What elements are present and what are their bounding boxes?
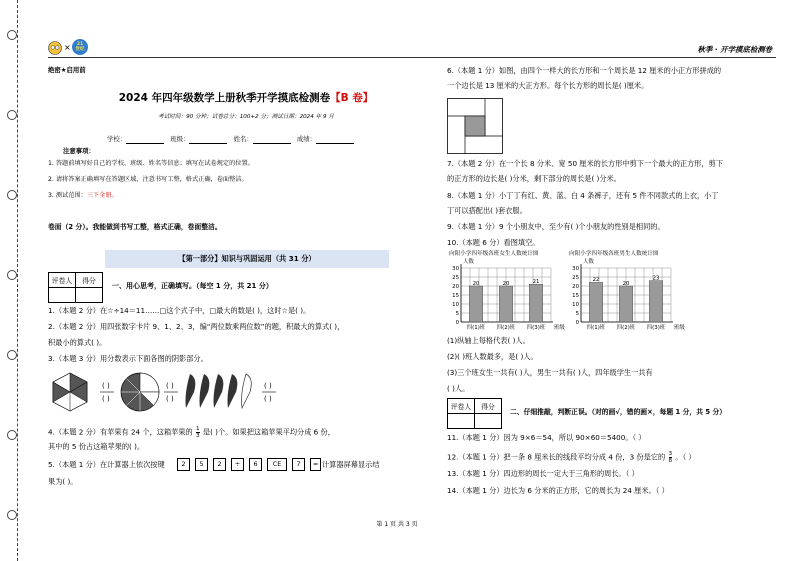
score-box-label: 评卷人 xyxy=(448,399,475,414)
score-box-label: 得分 xyxy=(475,399,502,414)
y-axis-label: 人数 xyxy=(463,259,474,265)
partner-logo: 21 世纪 xyxy=(72,39,88,55)
score-box-label: 得分 xyxy=(76,273,103,288)
score-box-cell[interactable] xyxy=(475,414,502,429)
calc-key: 6 xyxy=(249,458,262,471)
bar xyxy=(619,286,633,322)
question-5-end: 果为( )。 xyxy=(48,477,78,486)
question-10-2: (2)( )班人数最多，是( )人。 xyxy=(447,352,538,361)
fraction-blank xyxy=(262,382,276,403)
y-tick-label: 5 xyxy=(575,311,579,317)
question-2-cont: 积最小的算式( )。 xyxy=(48,338,107,347)
score-box-cell[interactable] xyxy=(76,288,103,303)
y-tick-label: 0 xyxy=(455,320,459,326)
data-label: 22 xyxy=(592,277,600,284)
svg-text:( ): ( ) xyxy=(264,395,272,403)
x-tick-label: 四(3)班 xyxy=(646,325,666,331)
x-tick-label: 四(1)班 xyxy=(586,325,606,331)
neatness-line: 卷面（2 分）。我能做到书写工整，格式正确，卷面整洁。 xyxy=(48,223,222,231)
exam-title: 2024 年四年级数学上册秋季开学摸底检测卷【B 卷】 xyxy=(118,92,374,104)
binding-hole xyxy=(7,430,17,440)
question-8: 8.（本题 1 分）小丁丁有红、黄、蓝、白 4 条裤子，还有 5 件不同款式的上衣，小丁 xyxy=(447,191,719,200)
question-13: 13.（本题 1 分）四边形的周长一定大于三角形的周长。（ ） xyxy=(447,469,639,478)
y-tick-label: 25 xyxy=(572,275,579,281)
q6-square-figure xyxy=(447,98,503,154)
question-10-1: (1)纵轴上每格代表( )人。 xyxy=(447,336,530,345)
question-4-cont: 其中的 5 份占这箱苹果的( )。 xyxy=(48,442,145,451)
y-tick-label: 20 xyxy=(452,284,459,290)
chart-svg xyxy=(567,248,689,334)
data-label: 20 xyxy=(622,280,630,287)
bar-chart-girls xyxy=(447,248,569,334)
bar xyxy=(589,282,603,322)
note-item: 3. 测试范围：三下全册。 xyxy=(48,192,118,199)
fraction-blank xyxy=(100,382,114,403)
question-10-3: (3)三个班女生一共有( )人，男生一共有( )人，四年级学生一共有 xyxy=(447,368,653,377)
svg-text:( ): ( ) xyxy=(102,382,110,390)
section-heading: 一、用心思考，正确填写。（每空 1 分，共 21 分） xyxy=(112,282,273,290)
bar xyxy=(649,281,663,322)
y-tick-label: 10 xyxy=(452,302,459,308)
binding-hole xyxy=(7,110,17,120)
chart-title: 向阳小学四年级各班男生人数统计图 xyxy=(569,251,659,257)
calc-key: CE xyxy=(267,458,287,471)
confidential-label: 绝密★启用前 xyxy=(48,66,86,74)
note-item: 2. 请将答案正确填写在答题区域，注意书写工整，格式正确，卷面整洁。 xyxy=(48,176,248,183)
question-11: 11.（本题 1 分）因为 9×6＝54，所以 90×60＝5400。（ ） xyxy=(447,433,646,442)
exam-meta: 考试时间：90 分钟；试卷总分：100+2 分；测试日期：2024 年 9 月 xyxy=(158,114,334,120)
y-tick-label: 20 xyxy=(572,284,579,290)
binding-hole xyxy=(7,350,17,360)
data-label: 20 xyxy=(502,280,510,287)
y-axis-label: 人数 xyxy=(583,259,594,265)
calc-key: 7 xyxy=(292,458,305,471)
fraction-blank xyxy=(164,382,178,403)
binding-hole xyxy=(7,30,17,40)
question-4: 4.（本题 2 分）有苹果有 24 个，这箱苹果的 $\frac{1}{3}$ 是( )个。如果把这箱苹果平均分成 6 份， xyxy=(48,426,335,439)
score-box-cell[interactable] xyxy=(448,414,475,429)
question-6-cont: 一个边长是 13 厘米的大正方形。每个长方形的周长是( )厘米。 xyxy=(447,81,649,90)
question-5: 5.（本题 1 分）在计算器上依次按键 xyxy=(48,460,165,469)
question-10: 10.（本题 6 分）看图填空。 xyxy=(447,238,540,247)
score-box xyxy=(48,272,103,303)
x-tick-label: 四(2)班 xyxy=(616,325,636,331)
binding-hole xyxy=(7,510,17,520)
question-10-3-cont: ( )人。 xyxy=(447,384,470,393)
x-axis-label: 班级 xyxy=(674,325,685,331)
x-axis-label: 班级 xyxy=(554,325,565,331)
question-1: 1.（本题 2 分）在☆÷14＝11……□这个式子中，□最大的数是( )，这时☆是( )。 xyxy=(48,306,311,315)
binding-hole xyxy=(7,190,17,200)
question-12: 12.（本题 1 分）把一条 8 厘米长的线段平均分成 4 份，3 份是它的 $\frac{3}{8}$ 。（ ） xyxy=(447,451,696,464)
page-footer: 第 1 页 共 3 页 xyxy=(376,521,418,528)
svg-text:( ): ( ) xyxy=(102,395,110,403)
bar xyxy=(469,286,483,322)
brand-logo xyxy=(48,40,62,54)
question-9: 9.（本题 1 分）9 个小朋友中，至少有( )个小朋友的性别是相同的。 xyxy=(447,222,665,231)
calc-key: 2 xyxy=(213,458,226,471)
x-tick-label: 四(3)班 xyxy=(526,325,546,331)
binding-margin xyxy=(5,0,18,561)
question-6: 6.（本题 1 分）如图，由四个一样大的长方形和一个周长是 12 厘米的小正方形拼成的 xyxy=(447,66,722,75)
svg-text:( ): ( ) xyxy=(166,382,174,390)
q3-figures xyxy=(52,372,317,412)
data-label: 21 xyxy=(532,279,540,285)
question-7: 7.（本题 2 分）在一个长 8 分米、宽 50 厘米的长方形中剪下一个最大的正方形，剪下 xyxy=(447,159,724,168)
y-tick-label: 15 xyxy=(452,293,459,299)
info-fields: 学校： 班级： 姓名： 成绩： xyxy=(107,135,354,144)
calc-key: = xyxy=(310,458,321,471)
y-tick-label: 25 xyxy=(452,275,459,281)
question-2: 2.（本题 2 分）用四张数字卡片 9、1、2、3，编“两位数乘两位数”的题，积最大的算式( )， xyxy=(48,322,345,331)
question-8-cont: 丁可以搭配出( )套衣服。 xyxy=(447,206,527,215)
x-tick-label: 四(1)班 xyxy=(466,325,486,331)
notes-title: 注意事项： xyxy=(63,147,95,155)
bar-chart-boys xyxy=(567,248,689,334)
question-14: 14.（本题 1 分）边长为 6 分米的正方形，它的周长为 24 厘米。（ ） xyxy=(447,486,669,495)
note-item: 1. 答题前填写好自己的学校、班级、姓名等信息；填写在试卷规定的位置。 xyxy=(48,160,254,167)
section-heading: 二、仔细推敲，判断正误。（对的画√，错的画×，每题 1 分，共 5 分） xyxy=(510,408,727,416)
score-box-label: 评卷人 xyxy=(49,273,76,288)
calc-key: ÷ xyxy=(231,458,244,471)
y-tick-label: 15 xyxy=(572,293,579,299)
part-banner: 【第一部分】知识与巩固运用（共 31 分） xyxy=(105,250,389,268)
binding-hole xyxy=(7,270,17,280)
data-label: 20 xyxy=(472,280,480,287)
y-tick-label: 10 xyxy=(572,302,579,308)
bar xyxy=(529,284,543,322)
bar xyxy=(499,286,513,322)
y-tick-label: 30 xyxy=(452,266,459,272)
cross-icon: × xyxy=(64,43,71,52)
x-tick-label: 四(2)班 xyxy=(496,325,516,331)
hexagon-figure xyxy=(53,373,87,411)
carrot-figure xyxy=(186,374,252,408)
svg-text:( ): ( ) xyxy=(166,395,174,403)
question-7-cont: 的正方形的边长是( )分米，剩下部分的周长是( )分米。 xyxy=(447,174,621,183)
y-tick-label: 30 xyxy=(572,266,579,272)
chart-svg xyxy=(447,248,569,334)
circle-figure xyxy=(121,373,159,411)
y-tick-label: 0 xyxy=(575,320,579,326)
score-box-cell[interactable] xyxy=(49,288,76,303)
data-label: 23 xyxy=(652,275,660,282)
header-rule xyxy=(48,57,776,58)
question-3: 3.（本题 3 分）用分数表示下面各图的阴影部分。 xyxy=(48,354,208,363)
calc-key: 5 xyxy=(195,458,208,471)
chart-title: 向阳小学四年级各班女生人数统计图 xyxy=(449,251,539,257)
svg-text:( ): ( ) xyxy=(264,382,272,390)
score-box xyxy=(447,398,502,429)
series-title: 秋季 · 开学摸底检测卷 xyxy=(697,45,772,54)
question-5-cont: 计算器屏幕显示结 xyxy=(322,460,380,469)
calc-key: 2 xyxy=(177,458,190,471)
y-tick-label: 5 xyxy=(455,311,459,317)
